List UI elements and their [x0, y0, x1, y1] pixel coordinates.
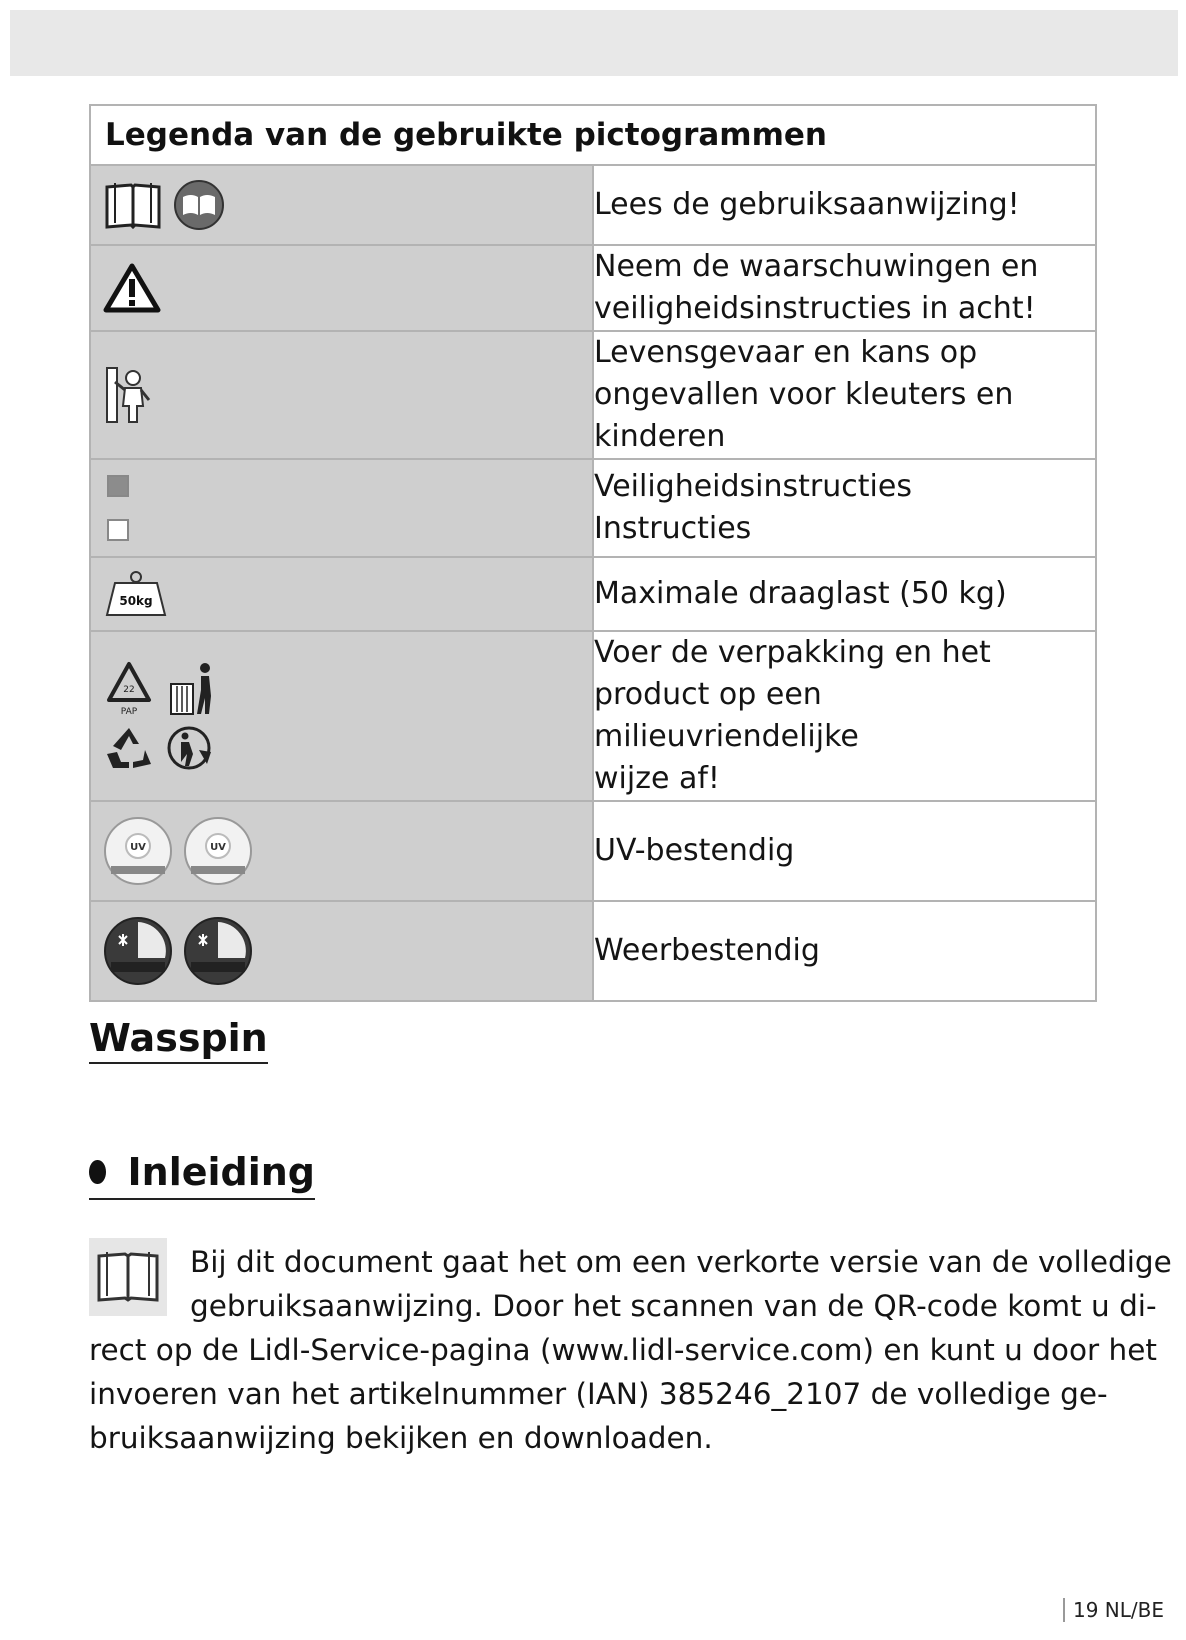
legend-row: [90, 901, 1096, 1001]
legend-title: Legenda van de gebruikte pictogrammen: [90, 105, 1096, 165]
recycle-code: 22: [123, 685, 135, 695]
uv-label: UV: [210, 842, 226, 853]
top-bar: [10, 10, 1178, 76]
legend-icon-cell: [90, 901, 593, 1001]
bullet-icon: [89, 1160, 106, 1184]
legend-text-cell: [593, 331, 1096, 459]
legend-text-line: kinderen: [594, 419, 726, 454]
legend-text: Maximale draaglast (50 kg): [594, 576, 1007, 611]
disposal-icon: [165, 724, 217, 772]
intro-heading-text: Inleiding: [127, 1150, 315, 1194]
recycle-pap-icon: [103, 660, 155, 718]
intro-line: bruiksaanwijzing bekijken en downloaden.: [89, 1421, 713, 1455]
uv-resistant-icon: [183, 816, 253, 886]
legend-row: [90, 459, 1096, 557]
legend-text-cell: [593, 245, 1096, 331]
legend-icon-cell: [90, 557, 593, 631]
pictogram-legend-table: [89, 104, 1097, 1002]
product-heading: Wasspin: [89, 1016, 268, 1064]
weight-label: 50kg: [119, 594, 153, 608]
legend-row: [90, 331, 1096, 459]
child-danger-icon: [103, 364, 153, 426]
legend-icon-cell: [90, 631, 593, 801]
manual-book-icon: [103, 179, 163, 231]
intro-heading: [89, 1150, 315, 1200]
weight-icon: [103, 569, 169, 619]
intro-line: gebruiksaanwijzing. Door het scannen van de QR-code komt u di-: [190, 1289, 1157, 1323]
legend-text: Lees de gebruiksaanwijzing!: [594, 187, 1020, 222]
legend-text-line: Veiligheidsinstructies: [594, 469, 912, 504]
legend-text-cell: [593, 459, 1096, 557]
intro-line: Bij dit document gaat het om een verkorte versie van de volledige: [190, 1245, 1172, 1279]
grey-square-icon: [107, 475, 129, 497]
legend-row: [90, 631, 1096, 801]
legend-text: UV-bestendig: [594, 833, 795, 868]
intro-line: rect op de Lidl-Service-pagina (www.lidl-service.com) en kunt u door het: [89, 1333, 1157, 1367]
legend-text-line: wijze af!: [594, 761, 720, 796]
legend-text-cell: [593, 801, 1096, 901]
legend-row: [90, 557, 1096, 631]
legend-text-cell: [593, 557, 1096, 631]
legend-text-cell: [593, 165, 1096, 245]
legend-icon-cell: [90, 801, 593, 901]
legend-text-cell: [593, 901, 1096, 1001]
legend-text-cell: [593, 631, 1096, 801]
white-square-icon: [107, 519, 129, 541]
legend-icon-cell: [90, 459, 593, 557]
weather-resistant-icon: [103, 916, 173, 986]
page-number: 19 NL/BE: [1063, 1598, 1164, 1622]
uv-resistant-icon: [103, 816, 173, 886]
legend-row: [90, 165, 1096, 245]
intro-paragraph: [89, 1240, 1172, 1460]
intro-line: invoeren van het artikelnummer (IAN) 385246_2107 de volledige ge-: [89, 1377, 1108, 1411]
manual-circle-icon: [173, 179, 225, 231]
legend-row: [90, 801, 1096, 901]
warning-triangle-icon: [103, 263, 161, 313]
legend-header-row: [90, 105, 1096, 165]
legend-text-line: Voer de verpakking en het product op een milieuvriendelijke: [594, 635, 991, 754]
legend-text: Neem de waarschuwingen en veiligheidsinstructies in acht!: [594, 249, 1039, 326]
legend-icon-cell: [90, 245, 593, 331]
recycle-icon: [103, 724, 155, 772]
legend-icon-cell: [90, 165, 593, 245]
legend-text-line: Instructies: [594, 511, 752, 546]
bin-icon: [165, 660, 217, 718]
legend-text: Weerbestendig: [594, 933, 820, 968]
legend-row: [90, 245, 1096, 331]
uv-label: UV: [130, 842, 146, 853]
legend-icon-cell: [90, 331, 593, 459]
legend-text-line: Levensgevaar en kans op ongevallen voor kleuters en: [594, 335, 1014, 412]
weather-resistant-icon: [183, 916, 253, 986]
recycle-label: PAP: [120, 707, 138, 717]
